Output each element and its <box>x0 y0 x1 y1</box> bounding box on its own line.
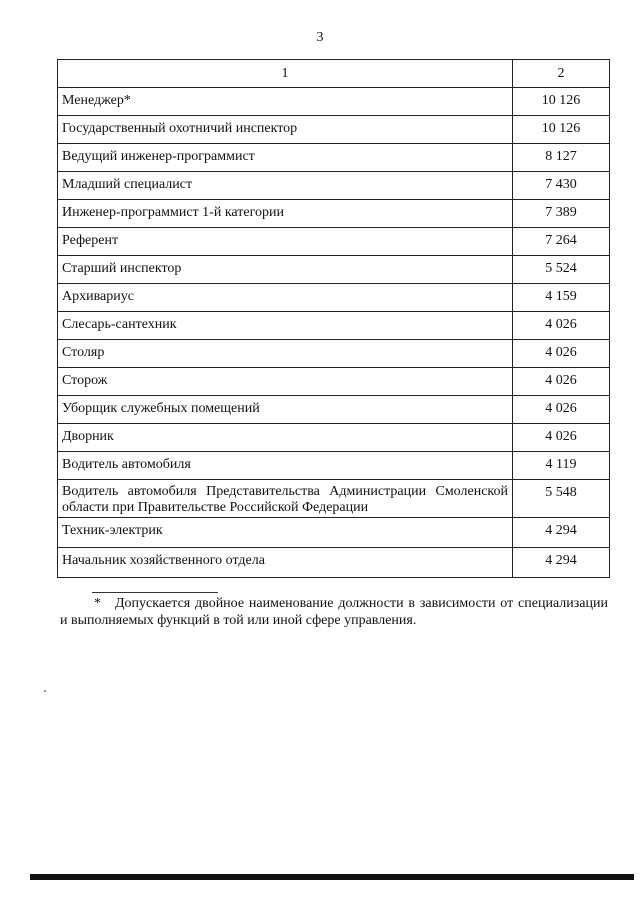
table-row <box>58 256 610 284</box>
footnote <box>60 595 608 629</box>
position-cell: Сторож <box>58 368 513 396</box>
position-cell: Уборщик служебных помещений <box>58 396 513 424</box>
value-cell: 10 126 <box>513 116 610 144</box>
table-row <box>58 396 610 424</box>
position-cell: Начальник хозяйственного отдела <box>58 548 513 578</box>
value-cell: 4 159 <box>513 284 610 312</box>
table-row <box>58 518 610 548</box>
value-cell: 7 389 <box>513 200 610 228</box>
value-cell: 4 119 <box>513 452 610 480</box>
table-row <box>58 228 610 256</box>
position-cell: Инженер-программист 1-й категории <box>58 200 513 228</box>
table-row <box>58 548 610 578</box>
value-cell: 5 548 <box>513 480 610 518</box>
table-row <box>58 452 610 480</box>
value-cell: 7 264 <box>513 228 610 256</box>
position-cell: Столяр <box>58 340 513 368</box>
table-row <box>58 200 610 228</box>
position-cell: Младший специалист <box>58 172 513 200</box>
value-cell: 4 294 <box>513 518 610 548</box>
value-cell: 7 430 <box>513 172 610 200</box>
table-header-row <box>58 60 610 88</box>
footnote-separator <box>92 592 218 593</box>
table-row <box>58 88 610 116</box>
table-row <box>58 424 610 452</box>
position-cell: Старший инспектор <box>58 256 513 284</box>
table-row <box>58 340 610 368</box>
salary-table <box>57 59 610 578</box>
column-header-value: 2 <box>513 60 610 88</box>
value-cell: 8 127 <box>513 144 610 172</box>
position-cell: Слесарь-сантехник <box>58 312 513 340</box>
value-cell: 4 026 <box>513 424 610 452</box>
value-cell: 4 026 <box>513 396 610 424</box>
value-cell: 4 026 <box>513 368 610 396</box>
value-cell: 5 524 <box>513 256 610 284</box>
position-cell: Водитель автомобиля <box>58 452 513 480</box>
position-cell: Водитель автомобиля Представительства Администрации Смоленской области при Правительстве Российской Федерации <box>58 480 513 518</box>
scan-speck <box>44 690 46 692</box>
column-header-position: 1 <box>58 60 513 88</box>
value-cell: 4 026 <box>513 340 610 368</box>
value-cell: 10 126 <box>513 88 610 116</box>
footnote-text: Допускается двойное наименование должности в зависимости от специализации и выполняемых функций в той или иной сфере управления. <box>60 596 608 628</box>
footnote-mark: * <box>94 596 101 611</box>
table-row <box>58 284 610 312</box>
position-cell: Дворник <box>58 424 513 452</box>
position-cell: Ведущий инженер-программист <box>58 144 513 172</box>
position-cell: Менеджер* <box>58 88 513 116</box>
table-row <box>58 144 610 172</box>
table-row <box>58 368 610 396</box>
position-cell: Государственный охотничий инспектор <box>58 116 513 144</box>
table-row <box>58 172 610 200</box>
table-row <box>58 312 610 340</box>
position-cell: Техник-электрик <box>58 518 513 548</box>
value-cell: 4 026 <box>513 312 610 340</box>
table-row <box>58 116 610 144</box>
scan-bottom-edge <box>30 874 634 880</box>
position-cell: Референт <box>58 228 513 256</box>
table-row <box>58 480 610 518</box>
position-cell: Архивариус <box>58 284 513 312</box>
value-cell: 4 294 <box>513 548 610 578</box>
page-number: 3 <box>316 30 324 45</box>
